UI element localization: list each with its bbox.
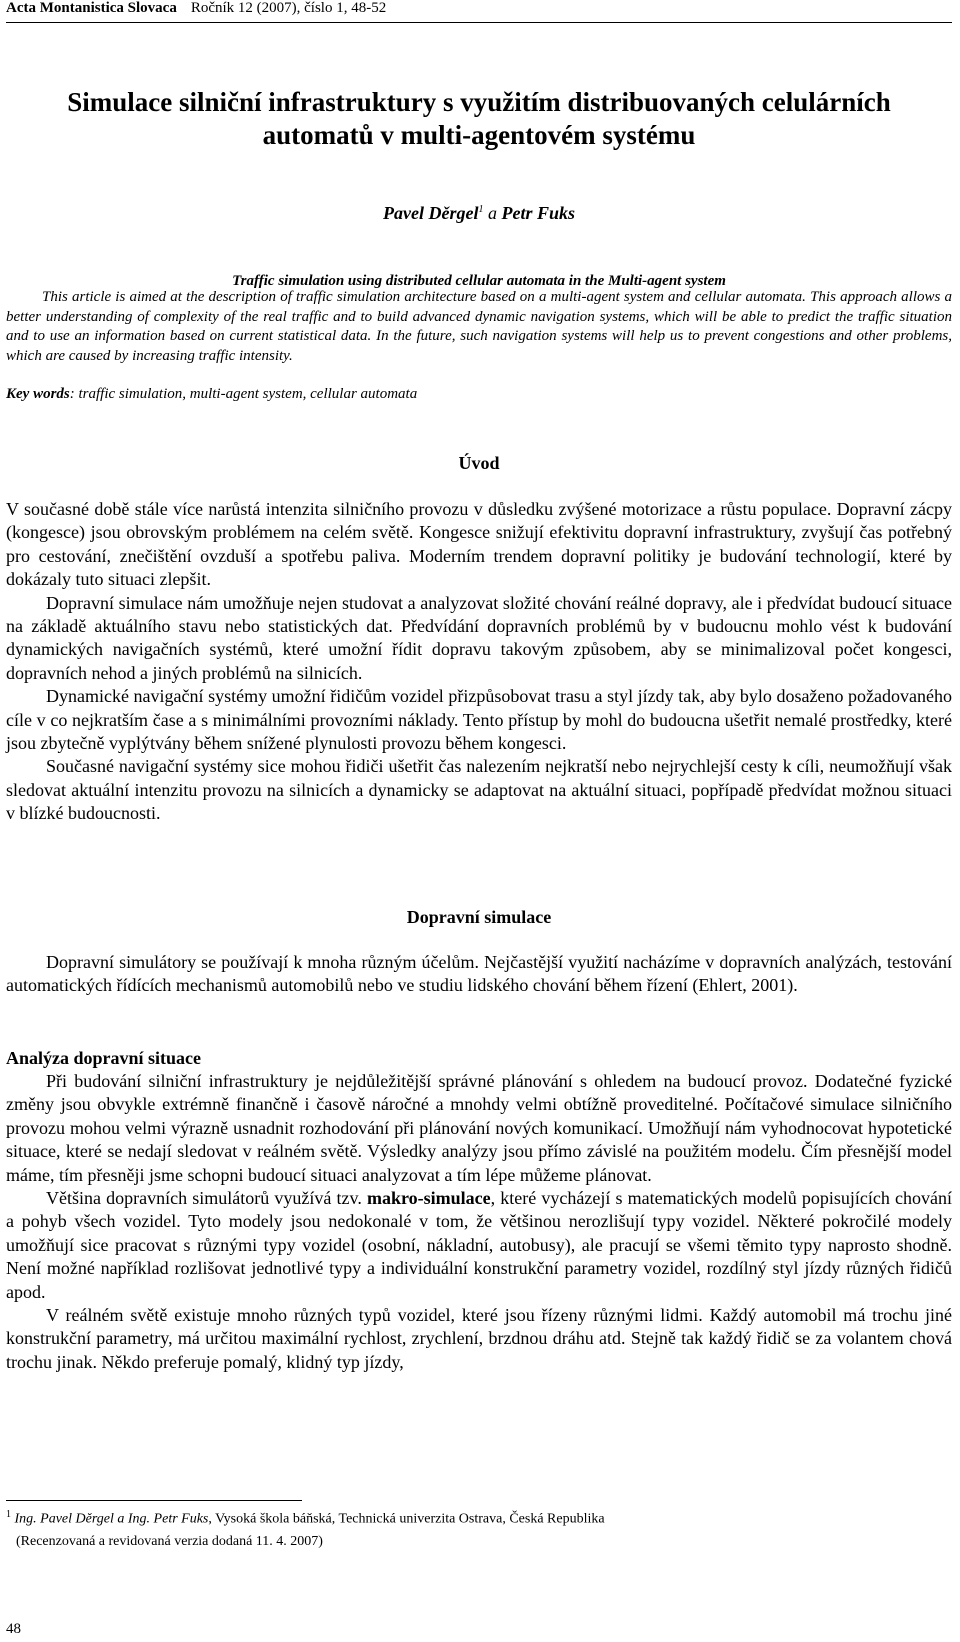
section-uvod-body (6, 498, 952, 826)
paragraph-text: Většina dopravních simulátorů využívá tzv. (46, 1188, 367, 1209)
footnote-mark: 1 (6, 1509, 11, 1520)
author-conjunction: a (483, 203, 502, 223)
footnote-review-note: (Recenzovaná a revidovaná verzia dodaná 11. 4. 2007) (16, 1533, 323, 1549)
author-2: Petr Fuks (501, 203, 575, 223)
section-analyza-body (6, 1070, 952, 1374)
paper-title (6, 86, 952, 152)
author-footnote-mark: 1 (478, 204, 484, 215)
author-1: Pavel Děrgel (383, 203, 479, 223)
footnote (6, 1504, 952, 1553)
title-line-2: automatů v multi-agentovém systému (262, 120, 696, 150)
abstract-text: This article is aimed at the description of traffic simulation architecture based on a multi-agent system and cellular automata. This approach allows a better understanding of complexity of the real traffic and to build advanced dynamic navigation systems, which will be able to predict the traffic situation and to use an information based on current statistical data. In the future, such navigation systems will help us to prevent congestions and other problems, which are caused by increasing traffic intensity. (6, 289, 952, 365)
author-line (6, 198, 952, 225)
heading-analyza: Analýza dopravní situace (6, 1048, 202, 1068)
footnote-authors: Ing. Pavel Děrgel a Ing. Petr Fuks (14, 1511, 209, 1527)
paragraph: V současné době stále více narůstá intenzita silničního provozu v důsledku zvýšené motorizace a růstu populace. Dopravní zácpy (kongesce) jsou obrovským problémem na celém světě. Kongesce snižují efektivitu dopravní infrastruktury, zvyšují čas potřebný pro cestování, znečištění ovzduší a spotřebu paliva. Moderním trendem dopravní politiky je budování technologií, které by dokázaly tuto situaci zlepšit. (6, 499, 952, 590)
paragraph-text: , které vycházejí s matematických modelů popisujících chování a pohyb všech vozidel. Tyto modely jsou nedokonalé v tom, že většinou nerozlišují typy vozidel. Některé pokročilé modely umožňují sice pracovat s různými typy vozidel (osobní, nákladní, autobusy), ale pracují se všemi těmito typy naprosto shodně. Není možné například rozlišovat jednotlivé typy a individuální konstrukční parametry vozidel, rozdílný styl jízdy různých řidičů apod. (6, 1188, 952, 1302)
keywords-text: : traffic simulation, multi-agent system, cellular automata (69, 386, 418, 402)
paragraph: Dopravní simulace nám umožňuje nejen studovat a analyzovat složité chování reálné dopravy, ale i předvídat budoucí situace na základě aktuálního stavu nebo statistických dat. Předvídání dopravních problémů by v budoucnu mohlo vést k budování dynamických navigačních systémů, které umožní řídit dopravu takovým způsobem, aby se minimalizoval počet kongesci, dopravních nehod a jiných problémů na silnicích. (6, 592, 952, 683)
keywords-label: Key words (6, 386, 70, 402)
footnote-line-1 (6, 1504, 952, 1531)
volume-info: Ročník 12 (2007), číslo 1, 48-52 (190, 0, 387, 16)
journal-name: Acta Montanistica Slovaca (6, 0, 177, 16)
abstract-title: Traffic simulation using distributed cellular automata in the Multi-agent system (232, 273, 726, 289)
page-number: 48 (6, 1621, 21, 1637)
paragraph: Při budování silniční infrastruktury je nejdůležitější správné plánování s ohledem na budoucí provoz. Dodatečné fyzické změny jsou obvykle extrémně finančně i časově náročné a mnohdy velmi obtížně proveditelné. Počítačové simulace silničního provozu mohou velmi výrazně usnadnit rozhodování při plánování nových komunikací. Umožňují nám vyhodnocovat hypotetické situace, které se nedají sledovat v reálném světě. Výsledky analýzy jsou přímo závislé na použitém modelu. Čím přesnější model máme, tím přesněji jsme schopni budoucí situaci analyzovat a tím lépe můžeme plánovat. (6, 1071, 952, 1185)
keywords (6, 384, 952, 404)
running-head (6, 0, 952, 23)
paragraph (6, 1187, 952, 1304)
paragraph: Dynamické navigační systémy umožní řidičům vozidel přizpůsobovat trasu a styl jízdy tak, aby bylo dosaženo požadovaného cíle v co nejkratším čase a s minimálními provozními náklady. Tento přístup by mohl do budoucna ušetřit nemalé prostředky, které jsou zbytečně vyplýtvány během snížené plynulosti provozu během kongesci. (6, 686, 952, 754)
heading-dopravni-simulace: Dopravní simulace (406, 907, 552, 927)
heading-uvod: Úvod (458, 453, 500, 473)
footnote-divider (6, 1500, 302, 1501)
paragraph: Současné navigační systémy sice mohou řidiči ušetřit čas nalezením nejkratší nebo nejrychlejší cesty k cíli, neumožňují však sledovat aktuální intenzitu provozu na silnicích a dynamicky se adaptovat na aktuální situaci, popřípadě předvídat možnou situaci v blízké budoucnosti. (6, 756, 952, 824)
section-dopravni-simulace-body (6, 951, 952, 998)
paragraph: Dopravní simulátory se používají k mnoha různým účelům. Nejčastější využití nacházíme v dopravních analýzách, testování automatických řídících mechanismů automobilů nebo ve studiu lidského chování během řízení (Ehlert, 2001). (6, 952, 952, 996)
paragraph: V reálném světě existuje mnoho různých typů vozidel, které jsou řízeny různými lidmi. Každý automobil má trochu jiné konstrukční parametry, má určitou maximální rychlost, zrychlení, brzdnou dráhu atd. Stejně tak každý řidič se za volantem chová trochu jinak. Někdo preferuje pomalý, klidný typ jízdy, (6, 1305, 952, 1372)
bold-term: makro-simulace (366, 1188, 491, 1209)
title-line-1: Simulace silniční infrastruktury s využitím distribuovaných celulárních (67, 87, 891, 117)
footnote-affiliation: , Vysoká škola báňská, Technická univerzita Ostrava, Česká Republika (208, 1511, 605, 1527)
